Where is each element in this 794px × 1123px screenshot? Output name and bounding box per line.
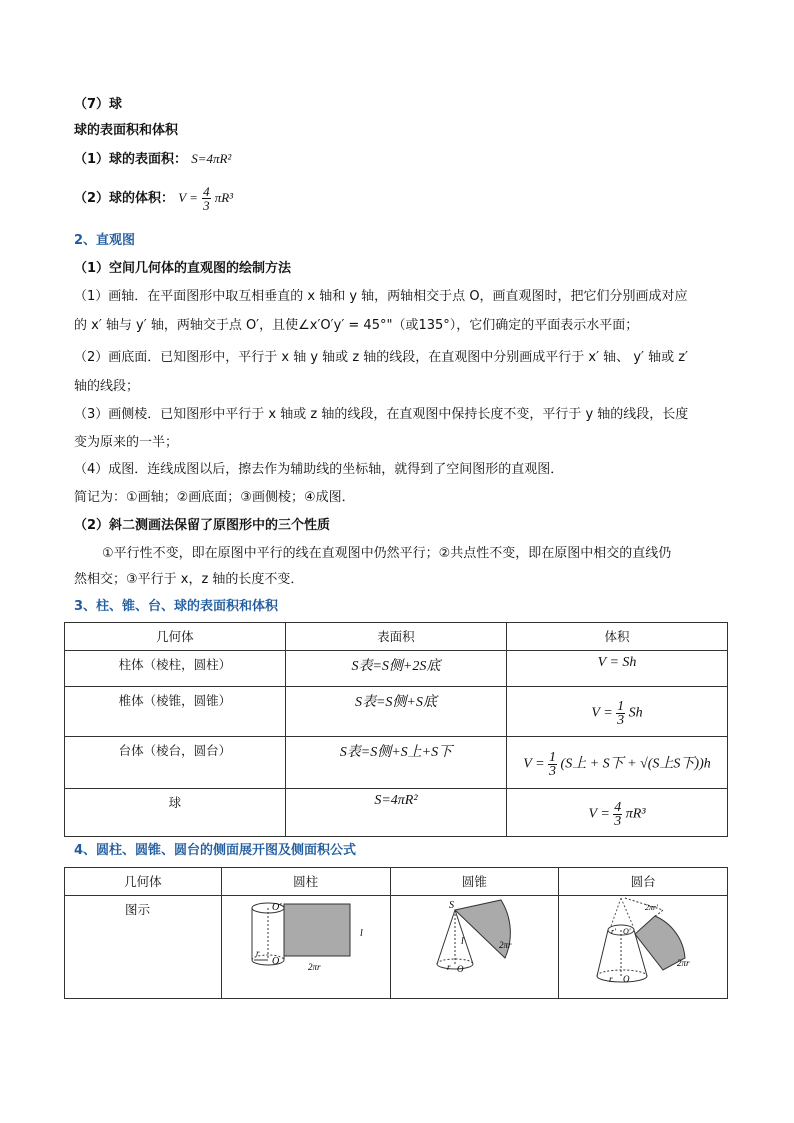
cylinder-net-diagram (222, 896, 382, 996)
cylinder-circumference-label: 2πr (307, 962, 321, 972)
table-row (65, 896, 728, 999)
volume-formula (507, 789, 728, 837)
cylinder-diagram-cell (221, 896, 390, 999)
fraction-numerator: 4 (203, 184, 210, 199)
sphere-area-label: （1）球的表面积： (74, 152, 188, 167)
step2-line-b: 轴的线段； (74, 379, 140, 394)
fraction-denominator: 3 (203, 198, 210, 213)
cylinder-bottom-label: O (271, 956, 279, 967)
header-area: 表面积 (285, 623, 506, 651)
frustum-diagram-cell (559, 896, 728, 999)
section3-heading: 3、柱、锥、台、球的表面积和体积 (74, 599, 279, 614)
step2-line-a: （2）画底面．已知图形中，平行于 x 轴 y 轴或 z 轴的线段，在直观图中分别画成平行于 x′ 轴、 y′ 轴或 z′ (74, 350, 689, 365)
header-cylinder: 圆柱 (221, 868, 390, 896)
area-formula: S表=S侧+2S底 (285, 651, 506, 687)
solids-formula-table (64, 622, 728, 837)
section2-heading: 2、直观图 (74, 233, 136, 248)
frustum-bottom-center-label: O (623, 974, 630, 984)
step3-line-b: 变为原来的一半； (74, 435, 179, 450)
solid-name: 柱体（棱柱，圆柱） (65, 651, 286, 687)
solid-name: 球 (65, 789, 286, 837)
fraction-numerator: 1 (617, 699, 625, 714)
volume-fraction (548, 751, 557, 778)
cone-apex-label: S (448, 900, 454, 911)
sphere-volume-line (74, 183, 233, 214)
volume-suffix: Sh (628, 705, 643, 721)
table-row (65, 687, 728, 737)
section2-sub1: （1）空间几何体的直观图的绘制方法 (74, 261, 292, 276)
sphere-volume-label: （2）球的体积： (74, 191, 175, 206)
step4-line: （4）成图．连线成图以后，擦去作为辅助线的坐标轴，就得到了空间图形的直观图． (74, 462, 564, 477)
frustum-net-diagram (559, 896, 719, 996)
fraction-denominator: 3 (549, 764, 557, 779)
table-header-row (65, 623, 728, 651)
volume-prefix: V = (523, 756, 545, 772)
fraction-numerator: 4 (614, 800, 622, 815)
cylinder-top-label: O′ (271, 902, 282, 913)
sphere-volume-rhs: πR³ (214, 190, 234, 205)
table-header-row (65, 868, 728, 896)
cylinder-length-label: l (359, 928, 363, 939)
cone-slant-label: l (460, 936, 464, 947)
frustum-top-center-label: O′ (623, 927, 631, 936)
cone-arc-label: 2πr (498, 940, 512, 950)
sphere-volume-fraction (202, 185, 211, 212)
table-row (65, 789, 728, 837)
sphere-area-line (74, 150, 231, 169)
step3-line-a: （3）画侧棱．已知图形中平行于 x 轴或 z 轴的线段，在直观图中保持长度不变，平行于 y 轴的线段，长度 (74, 407, 689, 422)
row-label: 图示 (65, 896, 222, 999)
frustum-small-arc-label: 2πr′ (645, 903, 659, 912)
area-formula: S=4πR² (285, 789, 506, 837)
volume-suffix: (S上 + S下 + √(S上S下))h (560, 756, 711, 772)
table-row (65, 737, 728, 789)
header-cone: 圆锥 (390, 868, 559, 896)
sphere-area-formula: S=4πR² (191, 151, 232, 166)
volume-formula (507, 687, 728, 737)
header-frustum: 圆台 (559, 868, 728, 896)
frustum-bottom-radius-label: r (609, 974, 613, 984)
section4-heading: 4、圆柱、圆锥、圆台的侧面展开图及侧面积公式 (74, 843, 357, 858)
volume-prefix: V = (588, 806, 610, 822)
volume-formula (507, 737, 728, 789)
lateral-surface-table (64, 867, 728, 999)
cylinder-radius-label: r (255, 948, 260, 958)
header-volume: 体积 (507, 623, 728, 651)
frustum-top-radius-label: r′ (611, 927, 617, 936)
step1-line-b: 的 x′ 轴与 y′ 轴，两轴交于点 O′，且使∠x′O′y′ = 45°"（或135°），它们确定的平面表示水平面； (74, 318, 639, 333)
volume-suffix: πR³ (625, 806, 646, 822)
sphere-volume-lhs: V = (178, 190, 198, 205)
area-formula: S表=S侧+S上+S下 (285, 737, 506, 789)
section7-subtitle: 球的表面积和体积 (74, 123, 179, 138)
table-row (65, 651, 728, 687)
volume-prefix: V = (591, 705, 613, 721)
solid-name: 椎体（棱锥，圆锥） (65, 687, 286, 737)
summary-line: 简记为：①画轴；②画底面；③画侧棱；④成图． (74, 490, 355, 505)
solid-name: 台体（棱台，圆台） (65, 737, 286, 789)
fraction-numerator: 1 (549, 750, 557, 765)
volume-fraction (613, 801, 622, 828)
header-solid: 几何体 (65, 868, 222, 896)
volume-formula: V = Sh (507, 651, 728, 687)
cone-radius-label: r (446, 962, 451, 972)
cone-center-label: O (456, 964, 463, 974)
area-formula: S表=S侧+S底 (285, 687, 506, 737)
volume-fraction (616, 700, 625, 727)
cone-diagram-cell (390, 896, 559, 999)
properties-line-b: 然相交；③平行于 x，z 轴的长度不变． (74, 572, 304, 587)
cone-net-diagram (391, 896, 551, 996)
properties-line-a: ①平行性不变，即在原图中平行的线在直观图中仍然平行；②共点性不变，即在原图中相交的直线仍 (102, 546, 672, 561)
section2-sub2: （2）斜二测画法保留了原图形中的三个性质 (74, 518, 331, 533)
fraction-denominator: 3 (614, 814, 622, 829)
header-solid: 几何体 (65, 623, 286, 651)
section7-title: （7）球 (74, 97, 123, 112)
frustum-large-arc-label: 2πr (677, 958, 690, 968)
fraction-denominator: 3 (617, 713, 625, 728)
step1-line-a: （1）画轴．在平面图形中取互相垂直的 x 轴和 y 轴，两轴相交于点 O，画直观图时，把它们分别画成对应 (74, 289, 688, 304)
